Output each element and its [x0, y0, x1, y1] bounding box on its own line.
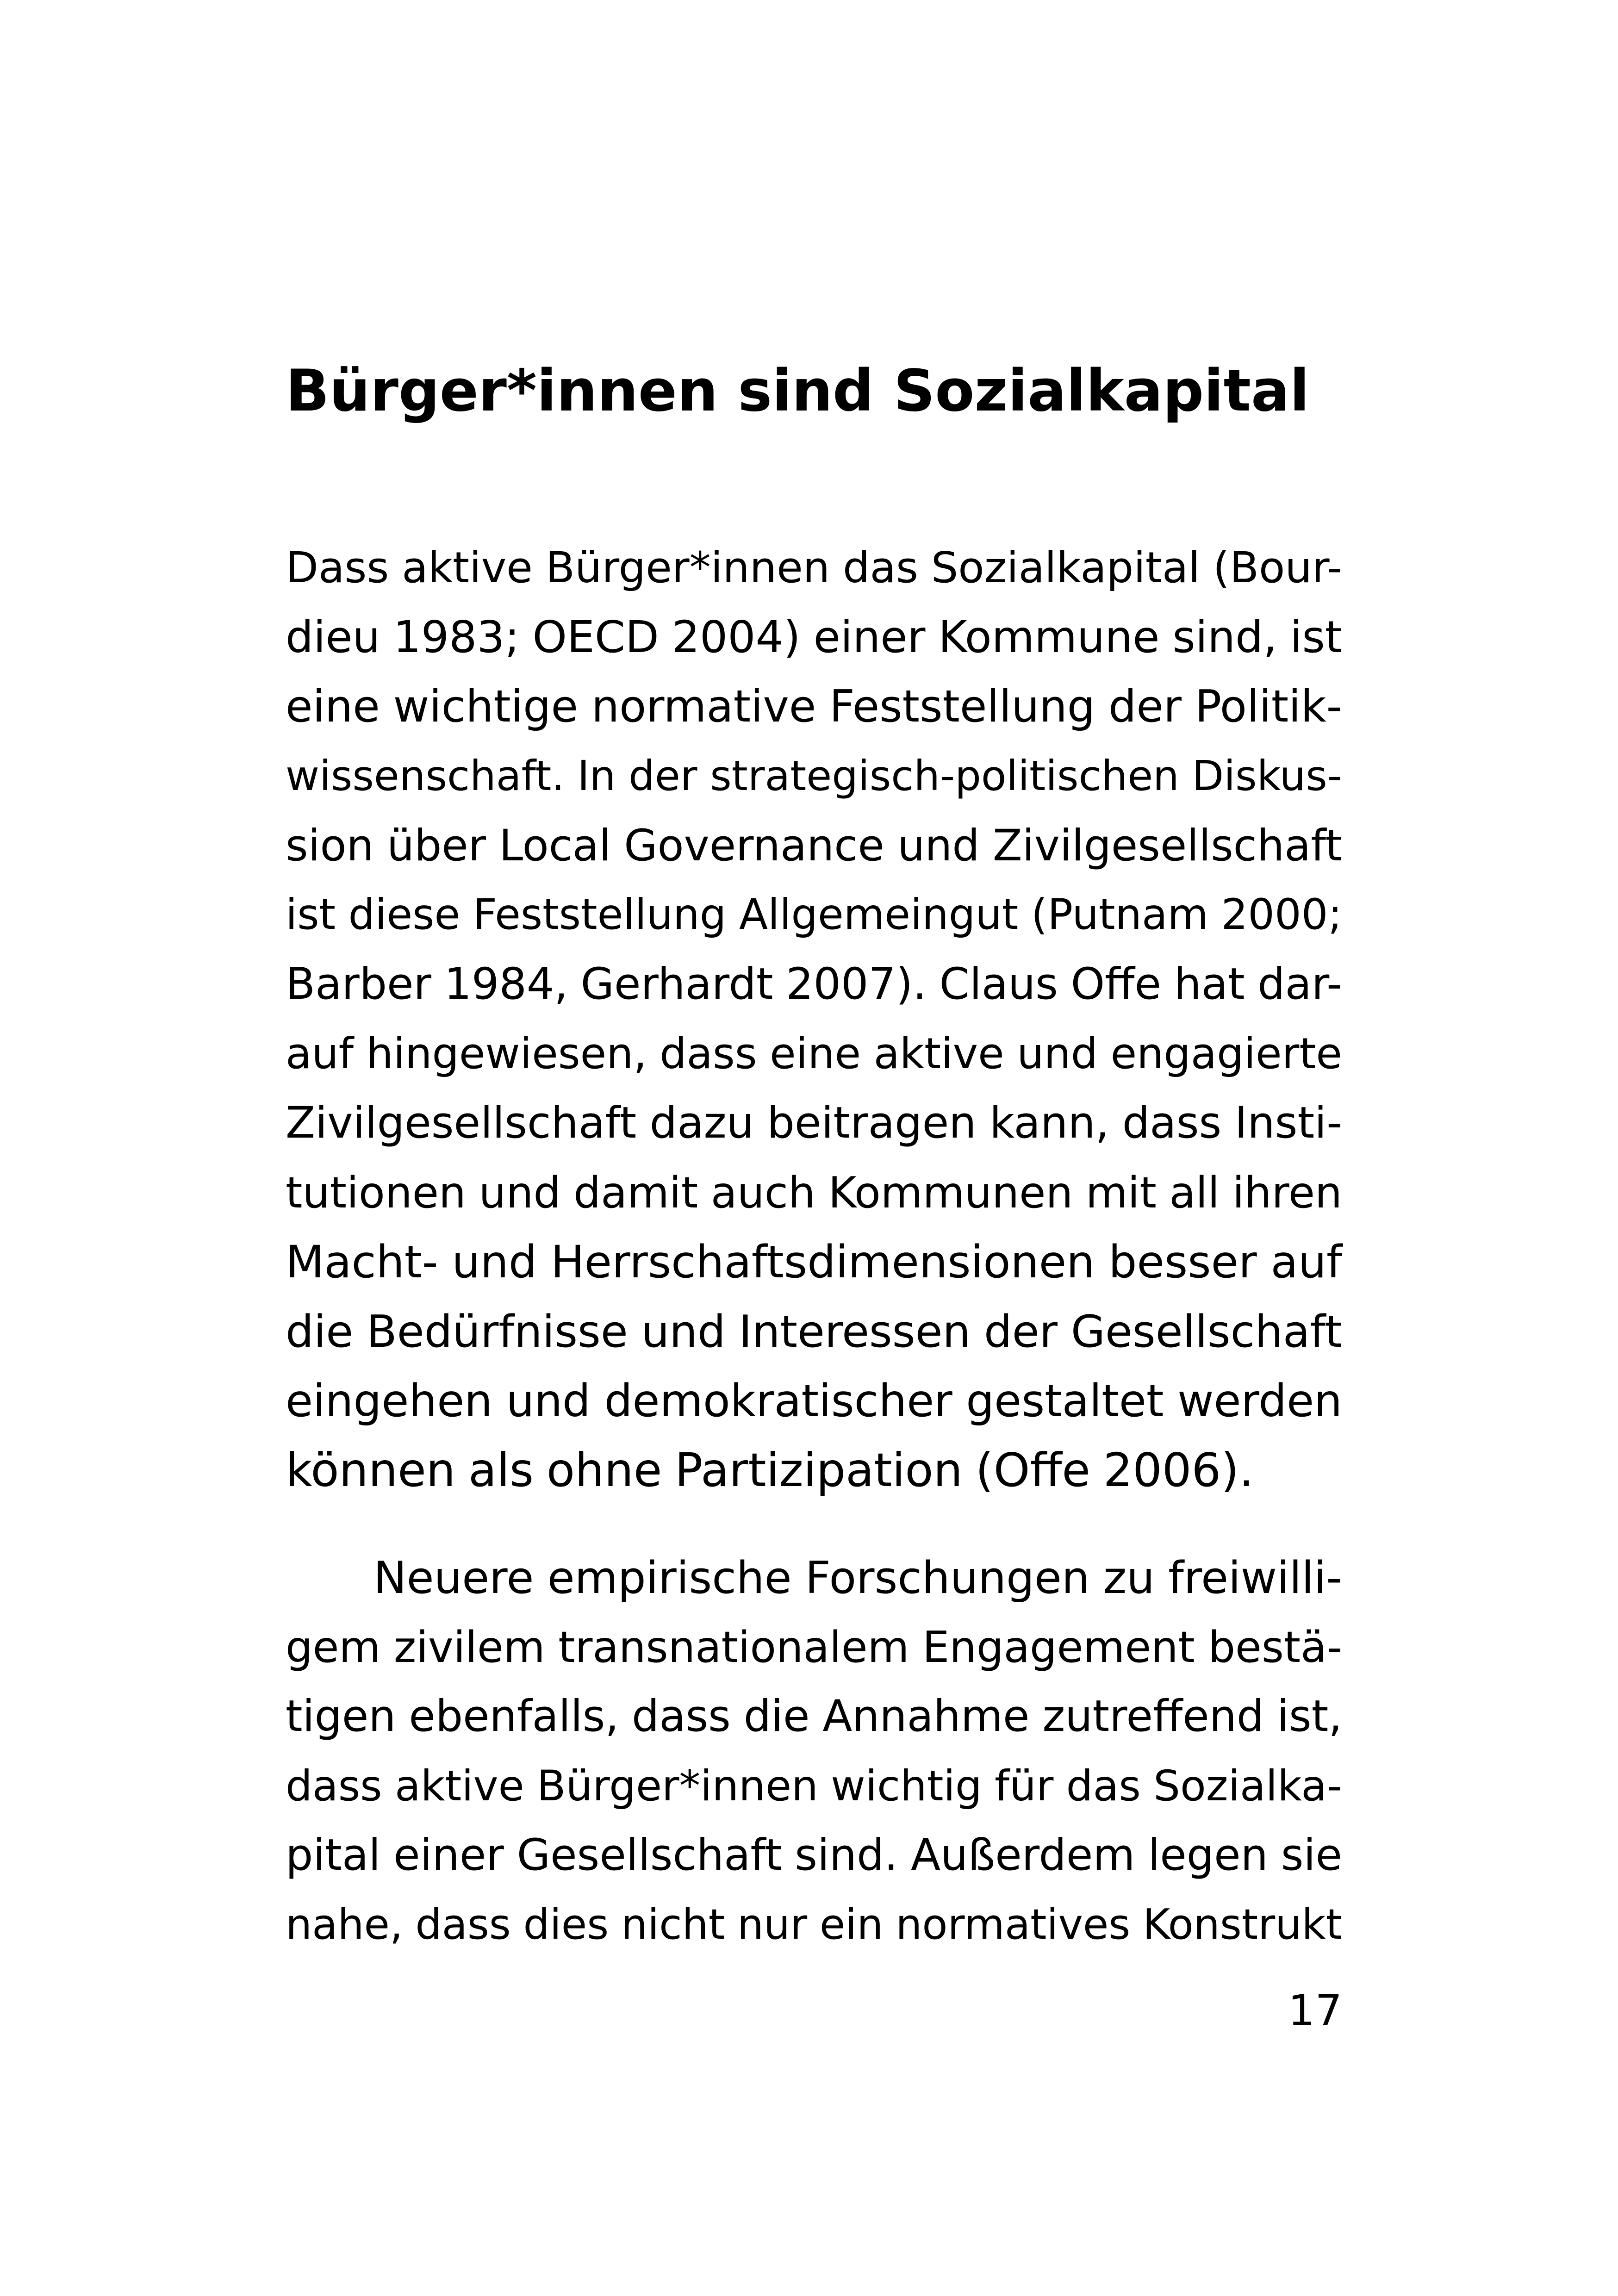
text-line: sion über Local Governance und Zivilgesellschaft — [286, 820, 1342, 871]
text-line: dieu 1983; OECD 2004) einer Kommune sind, ist — [286, 612, 1342, 663]
paragraph-2 — [286, 1543, 1342, 1960]
text-line: Macht- und Herrschaftsdimensionen besser auf — [286, 1236, 1342, 1288]
text-line: Dass aktive Bürger*innen das Sozialkapital (Bour- — [286, 543, 1342, 592]
text-line: gem zivilem transnationalem Engagement bestä- — [286, 1622, 1342, 1672]
text-line: pital einer Gesellschaft sind. Außerdem legen sie — [286, 1830, 1342, 1880]
text-line: Barber 1984, Gerhardt 2007). Claus Offe hat dar- — [286, 959, 1342, 1009]
text-line: dass aktive Bürger*innen wichtig für das Sozialka- — [286, 1761, 1342, 1811]
text-line: tutionen und damit auch Kommunen mit all ihren — [286, 1168, 1342, 1218]
text-line: wissenschaft. In der strategisch-politischen Diskus- — [286, 752, 1342, 800]
text-line: Neuere empirische Forschungen zu freiwilli- — [373, 1552, 1342, 1604]
text-line: eine wichtige normative Feststellung der Politik- — [286, 681, 1342, 732]
text-line: auf hingewiesen, dass eine aktive und engagierte — [286, 1029, 1342, 1078]
text-line: können als ohne Partizipation (Offe 2006). — [286, 1443, 1254, 1497]
text-line: tigen ebenfalls, dass die Annahme zutreffend ist, — [286, 1691, 1342, 1742]
text-line: eingehen und demokratischer gestaltet werden — [286, 1375, 1342, 1427]
page-title: Bürger*innen sind Sozialkapital — [286, 358, 1310, 424]
text-line: nahe, dass dies nicht nur ein normatives Konstrukt — [286, 1900, 1342, 1949]
text-line: ist diese Feststellung Allgemeingut (Putnam 2000; — [286, 890, 1342, 939]
text-line: Zivilgesellschaft dazu beitragen kann, dass Insti- — [286, 1098, 1342, 1148]
paragraph-1 — [286, 533, 1342, 1505]
page-number: 17 — [1288, 1986, 1342, 2035]
text-line: die Bedürfnisse und Interessen der Gesellschaft — [286, 1306, 1342, 1357]
